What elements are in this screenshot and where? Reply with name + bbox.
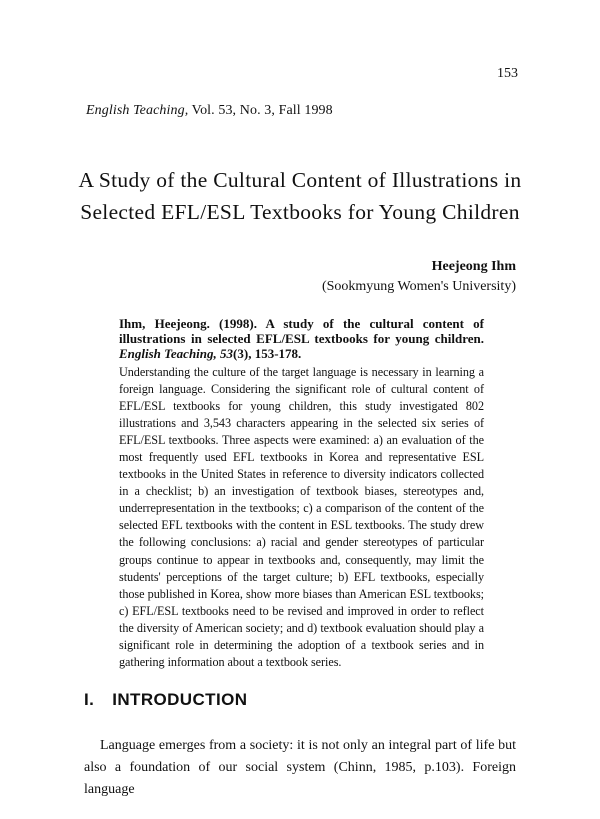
section-title: INTRODUCTION [112,690,248,709]
paper-title-line-2: Selected EFL/ESL Textbooks for Young Children [80,200,520,224]
author-block [322,257,516,297]
section-heading [84,690,247,710]
paper-title [40,164,560,228]
author-name: Heejeong Ihm [431,259,516,274]
journal-name: English Teaching, [86,103,189,118]
page-number: 153 [497,66,518,81]
journal-details: Vol. 53, No. 3, Fall 1998 [188,103,333,118]
abstract: Understanding the culture of the target language is necessary in learning a foreign language. Considering the significant role of cultural content of EFL/ESL textbooks for young children, this study investigated 802 illustrations and 3,543 characters appearing in the selected six series of EFL/ESL textbooks. Three aspects were examined: a) an evaluation of the most frequently used EFL textbooks in Korea and representative ESL textbooks in the United States in reference to diversity indicators collected in a checklist; b) an investigation of textbook biases, stereotypes and, underrepresentation in the textbooks; c) a comparison of the content of the selected EFL textbooks with the content in ESL textbooks. The study drew the following conclusions: a) racial and gender stereotypes of particular groups continue to appear in textbooks and, consequently, may limit the students' perceptions of the target culture; b) EFL textbooks, especially those published in Korea, show more biases than American ESL textbooks; c) EFL/ESL textbooks need to be revised and improved in order to reflect the diversity of American society; and d) textbook evaluation should play a significant role in determining the adoption of a textbook series and in gathering information about a textbook series. [119,365,484,669]
citation-issue-pages: (3), 153-178. [233,346,302,361]
paper-title-line-1: A Study of the Cultural Content of Illustrations in [78,168,522,192]
journal-header [86,103,333,119]
citation-journal: English Teaching, 53 [119,346,234,361]
author-affiliation: (Sookmyung Women's University) [321,279,516,294]
citation [119,316,484,361]
body-paragraph: Language emerges from a society: it is not only an integral part of life but also a foundation of our social system (Chinn, 1985, p.103). Foreign language [84,738,516,797]
citation-main: Ihm, Heejeong. (1998). A study of the cultural content of illustrations in selected EFL/ESL textbooks for young children. [119,316,484,346]
section-number: I. [84,690,95,709]
